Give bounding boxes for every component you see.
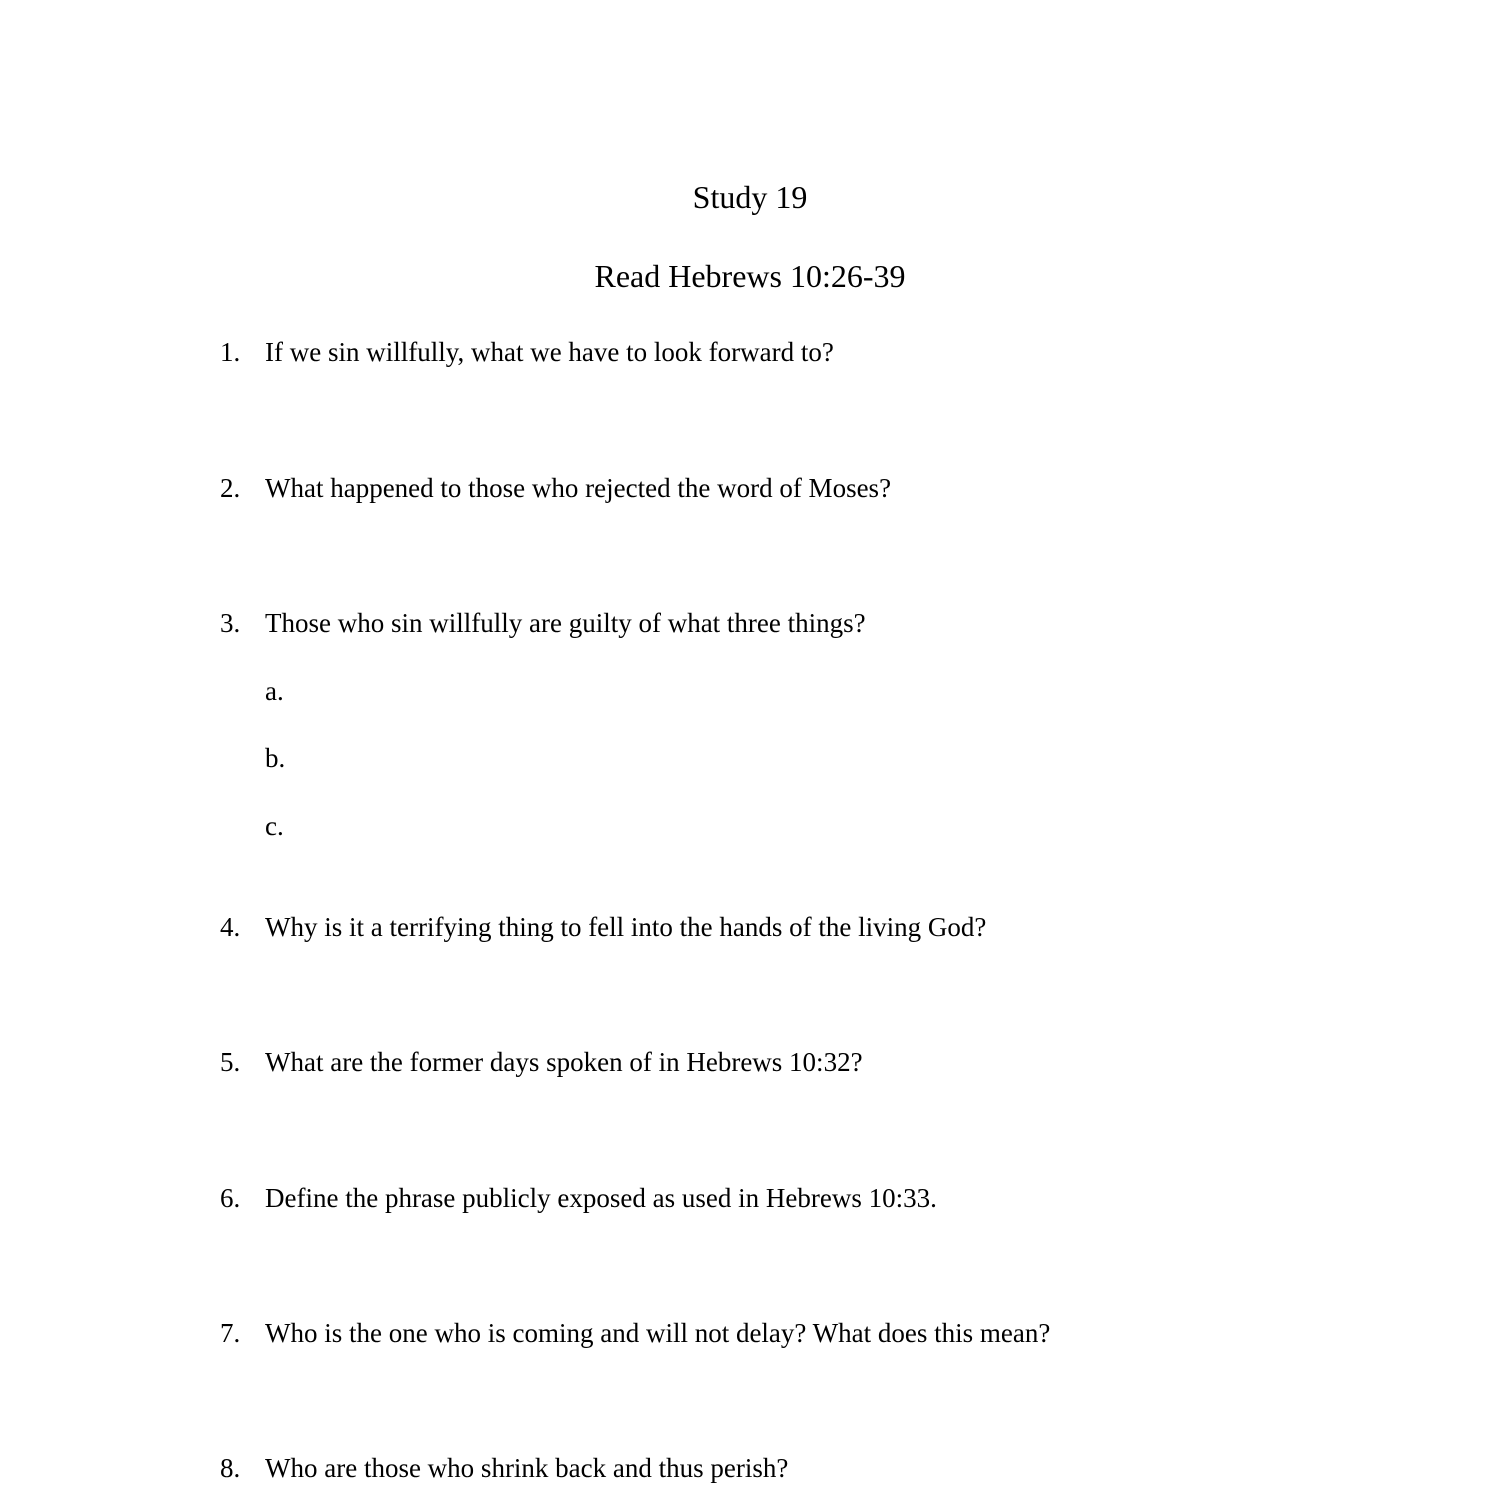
question-5 xyxy=(220,1045,863,1079)
sub-item-a: a. xyxy=(265,676,284,706)
sub-item-b: b. xyxy=(265,743,286,773)
question-number: 4. xyxy=(220,912,241,942)
question-text: Who is the one who is coming and will not delay? What does this mean? xyxy=(265,1318,1051,1348)
question-2 xyxy=(220,471,891,505)
question-text: Who are those who shrink back and thus perish? xyxy=(265,1453,789,1483)
page-subtitle: Read Hebrews 10:26-39 xyxy=(594,258,906,294)
question-text: What happened to those who rejected the word of Moses? xyxy=(265,473,892,503)
question-number: 5. xyxy=(220,1047,241,1077)
sub-item-c: c. xyxy=(265,811,284,841)
question-text: If we sin willfully, what we have to look forward to? xyxy=(265,337,834,367)
question-number: 8. xyxy=(220,1453,241,1483)
question-number: 2. xyxy=(220,473,241,503)
question-number: 6. xyxy=(220,1183,241,1213)
question-4 xyxy=(220,910,986,944)
question-text: Those who sin willfully are guilty of what three things? xyxy=(265,608,866,638)
page-title: Study 19 xyxy=(692,179,808,215)
question-3 xyxy=(220,606,866,640)
question-text: What are the former days spoken of in Hebrews 10:32? xyxy=(265,1047,863,1077)
question-text: Define the phrase publicly exposed as used in Hebrews 10:33. xyxy=(265,1183,937,1213)
question-7 xyxy=(220,1316,1050,1350)
question-number: 7. xyxy=(220,1318,241,1348)
question-text: Why is it a terrifying thing to fell into the hands of the living God? xyxy=(265,912,987,942)
question-8 xyxy=(220,1451,788,1485)
question-number: 1. xyxy=(220,337,241,367)
question-number: 3. xyxy=(220,608,241,638)
question-1 xyxy=(220,335,834,369)
question-6 xyxy=(220,1181,937,1215)
